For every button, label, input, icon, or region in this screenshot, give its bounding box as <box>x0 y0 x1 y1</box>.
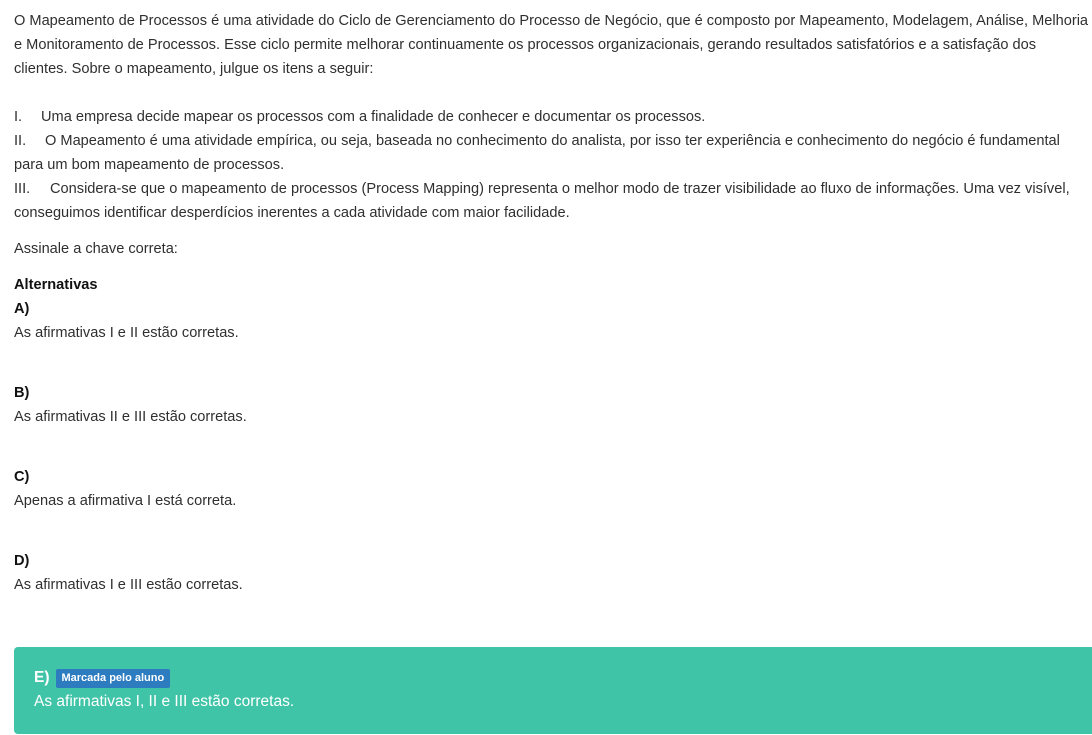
alternative-d[interactable] <box>14 549 1090 597</box>
alternative-letter: D) <box>14 553 30 569</box>
question-statement: O Mapeamento de Processos é uma atividade do Ciclo de Gerenciamento do Processo de Negócio, que é composto por Mapeamento, Modelagem, Análise, Melhoria e Monitoramento de Processos. Esse ciclo permite melhorar continuamente os processos organizacionais, gerando resultados satisfatórios e a satisfação dos clientes. Sobre o mapeamento, julgue os itens a seguir: <box>14 13 1089 77</box>
alternatives-heading: Alternativas <box>14 277 98 293</box>
alternative-c[interactable] <box>14 465 1090 513</box>
marked-by-student-badge: Marcada pelo aluno <box>56 669 171 688</box>
alternative-text: As afirmativas I e II estão corretas. <box>14 325 239 341</box>
statement-item-3 <box>14 177 1090 225</box>
alternative-letter: E) <box>34 669 50 686</box>
alternative-letter: C) <box>14 469 30 485</box>
statement-number: I. <box>14 109 23 125</box>
statement-number: III. <box>14 181 31 197</box>
statement-item-2 <box>14 129 1090 177</box>
statement-text: Uma empresa decide mapear os processos com a finalidade de conhecer e documentar os processos. <box>41 109 706 125</box>
alternative-letter: B) <box>14 385 30 401</box>
alternative-text: As afirmativas I e III estão corretas. <box>14 577 243 593</box>
statement-text: O Mapeamento é uma atividade empírica, ou seja, baseada no conhecimento do analista, por isso ter experiência e conhecimento do negócio é fundamental para um bom mapeamento de processos. <box>14 133 1060 173</box>
statement-text: Considera-se que o mapeamento de processos (Process Mapping) representa o melhor modo de trazer visibilidade ao fluxo de informações. Uma vez visível, conseguimos identificar desperdícios inerentes a cada atividade com maior facilidade. <box>14 181 1070 221</box>
alternative-letter-row <box>34 666 1078 690</box>
alternative-text: As afirmativas II e III estão corretas. <box>14 409 247 425</box>
question-prompt: Assinale a chave correta: <box>14 241 178 257</box>
alternative-text: As afirmativas I, II e III estão corretas. <box>34 693 295 710</box>
alternative-text: Apenas a afirmativa I está correta. <box>14 493 237 509</box>
statement-list <box>14 105 1090 225</box>
alternative-letter: A) <box>14 301 30 317</box>
question-content <box>14 9 1090 633</box>
statement-item-1 <box>14 105 1090 129</box>
statement-number: II. <box>14 133 27 149</box>
alternative-b[interactable] <box>14 381 1090 429</box>
alternative-e-selected[interactable] <box>14 647 1092 734</box>
alternative-a[interactable] <box>14 297 1090 345</box>
